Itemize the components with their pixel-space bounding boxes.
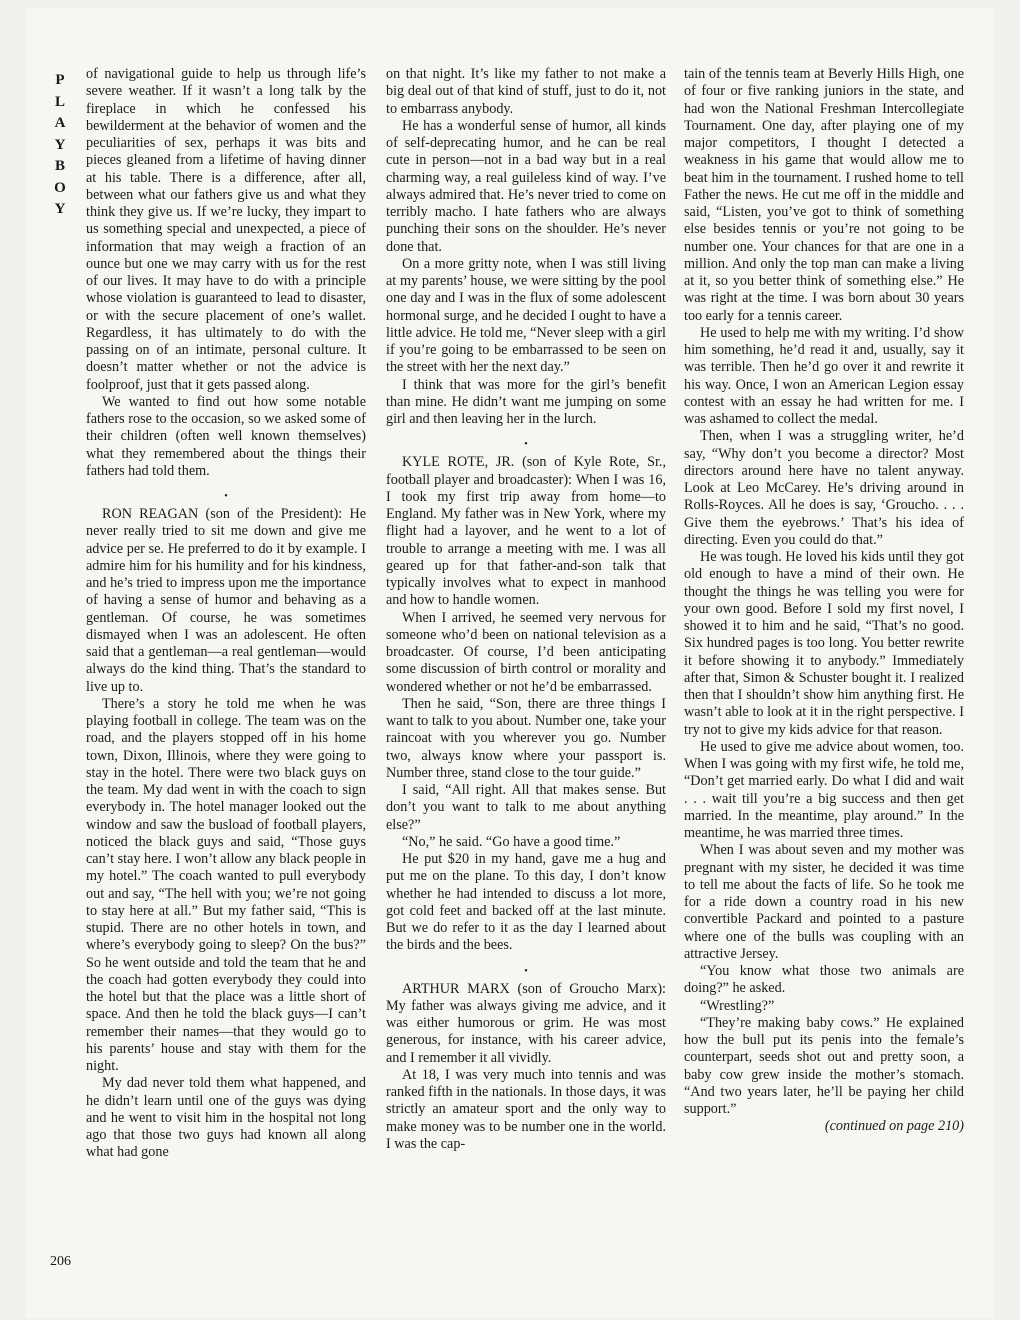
brand-letter: Y [54,136,66,153]
brand-letter: A [54,115,66,131]
text-column-3 [684,66,964,1136]
paragraph: “No,” he said. “Go have a good time.” [402,833,621,850]
brand-letter: B [54,158,65,174]
paragraph: He put $20 in my hand, gave me a hug and put me on the plane. To this day, I don’t know whether he had intended to discuss a lot more, got cold feet and backed off at the last minute. But we do refer to it as the day I learned about the birds and the bees. [386,851,666,954]
paragraph: tain of the tennis team at Beverly Hills High, one of four or five ranking juniors in the state, and had won the National Freshman Intercollegiate Tournament. One day, after playing one of my major competitors, I thought I detected a weakness in his game that would allow me to beat him in the tournament. I rushed home to tell Father the news. He cut me off in the middle and said, “Listen, you’ve got to think of something else besides tennis or you’re not going to be number one. Your chances for that are one in a million. And only the top man can make a living at it, so you better think of something else.” He was right at the time. I was born about 30 years too early for a tennis career. [684,66,964,324]
paragraph: He was tough. He loved his kids until they got old enough to have a mind of their own. He thought the things he was telling you were for your own good. Before I sold my first novel, I showed it to him and he said, “That’s no good. Six hundred pages is too long. You better rewrite it before showing it to anybody.” Immediately after that, Simon & Schuster bought it. I realized then that I shouldn’t show him anything first. He wasn’t able to look at it in the right perspective. I try not to give my kids advice for that reason. [684,549,964,738]
paragraph: of navigational guide to help us through life’s severe weather. If it wasn’t a long talk by the fireplace in which he confessed his bewilderment at the behavior of women and the peculiarities of sex, perhaps it was bits and pieces gleaned from a lifetime of having dinner at his table. There is a difference, after all, between what our fathers give us and what they think they give us. If we’re lucky, they impart to us something special and unexpected, a piece of information that may weigh a fraction of an ounce but one we may carry with us for the rest of our lives. It may have to do with a principle whose violation is guaranteed to lead to disaster, or with the secure placement of one’s wallet. Regardless, it has ultimately to do with the passing on of an intimate, personal culture. It doesn’t matter whether or not the advice is foolproof, just that it gets passed along. [86,66,366,393]
paragraph: My dad never told them what happened, and he didn’t learn until one of the guys was dying and he went to visit him in the hospital not long ago that those two guys had known all along what had gone [86,1075,366,1161]
text-column-1 [86,66,366,1162]
page-number: 206 [50,1254,71,1269]
paragraph: I think that was more for the girl’s benefit than mine. He didn’t want me jumping on some girl and then leaving her in the lurch. [386,376,666,427]
paragraph: We wanted to find out how some notable fathers rose to the occasion, so we asked some of their children (often well known themselves) what they remembered about the things their fathers had told them. [86,393,366,479]
paragraph: On a more gritty note, when I was still living at my parents’ house, we were sitting by the pool one day and I was in the flux of some adolescent hormonal surge, and he decided I ought to have a little advice. He told me, “Never sleep with a girl if you’re going to be embarrassed to be seen on the street with her the next day.” [386,255,666,376]
brand-letter: P [55,72,65,88]
section-divider: • [524,439,528,451]
paragraph: When I was about seven and my mother was pregnant with my sister, he decided it was time to tell me about the facts of life. So he took me for a ride down a country road in his new convertible Packard and pointed to a pasture where one of the bulls was coupling with an attractive Jersey. [684,842,964,962]
continued-note: (continued on page 210) [824,1118,964,1135]
paragraph: He used to give me advice about women, too. When I was going with my first wife, he told me, “Don’t get married early. Do what I did and wait . . . wait till you’re a big success and then get married. In the meantime, play around.” In the meantime, he was married three times. [684,738,964,841]
paragraph: Then he said, “Son, there are three things I want to talk to you about. Number one, take your raincoat with you wherever you go. Number two, always know where your passport is. Number three, stand close to the tour guide.” [386,695,666,781]
paragraph: KYLE ROTE, JR. (son of Kyle Rote, Sr., football player and broadcaster): When I was 16, I took my first trip away from home—to England. My father was in New York, where my flight had a layover, and he went to a lot of trouble to arrange a meeting with me. I was all geared up for that father-and-son talk that typically involves what to expect in manhood and how to handle women. [386,454,666,609]
brand-letter: Y [54,201,66,217]
paragraph: At 18, I was very much into tennis and was ranked fifth in the nationals. In those days, it was strictly an amateur sport and the only way to make money was to be number one in the world. I was the cap- [386,1066,666,1152]
paragraph: Then, when I was a struggling writer, he’d say, “Why don’t you become a director? Most directors around here have no talent anyway. Look at Leo McCarey. He’s driving around in Rolls-Royces. All he does is say, ‘Groucho. . . . Give them the eyebrows.’ That’s his idea of directing. Even you could do that.” [684,428,964,548]
paragraph: “They’re making baby cows.” He explained how the bull put its penis into the female’s counterpart, seeds shot out and pretty soon, a baby cow grew inside the mother’s stomach. “And two years later, he’ll be paying her child support.” [684,1014,964,1117]
section-divider: • [524,965,528,977]
paragraph: He has a wonderful sense of humor, all kinds of self-deprecating humor, and he can be real cute in person—not in a bad way but in a real charming way, a real guileless kind of way. I’ve always admired that. He’s never tried to come on terribly macho. I hate fathers who are always punching their sons on the shoulder. He’s never done that. [386,117,666,255]
paragraph: on that night. It’s like my father to not make a big deal out of that kind of stuff, just to do it, not to embarrass anybody. [386,66,666,117]
magazine-name-vertical [50,70,70,221]
paragraph: I said, “All right. All that makes sense. But don’t you want to talk to me about anything else?” [386,782,666,833]
paragraph: There’s a story he told me when he was playing football in college. The team was on the road, and the players stopped off in his home town, Dixon, Illinois, where they were going to stay in the hotel. There were two black guys on the team. My dad went in with the coach to sign everybody in. The hotel manager looked out the window and saw the busload of football players, noticed the black guys and said, “Those guys can’t stay here. I won’t allow any black people in my hotel.” The coach wanted to pull everybody out and say, “The hell with you; we’re not going to stay here at all.” But my father said, “This is stupid. There are no other hotels in town, and where’s everybody going to sleep? On the bus?” So he went outside and told the team that he and the coach had gotten everybody they could into the hotel but that the place was a little short of space. And then he told the black guys—I can’t remember their names—that they would go to his parents’ house and stay with them for the night. [86,695,366,1074]
paragraph: RON REAGAN (son of the President): He never really tried to sit me down and give me advice per se. He preferred to do it by example. I admire him for his humility and for his kindness, and he’s tried to impress upon me the importance of having a sense of humor and behaving as a gentleman. Of course, he was sometimes dismayed when I was an adolescent. He often said that a gentleman—a real gentleman—would always do the kind thing. That’s the standard to live up to. [86,506,366,695]
brand-letter: O [54,179,66,196]
brand-letter: L [54,93,65,110]
text-column-2 [386,66,666,1153]
paragraph: “Wrestling?” [700,997,775,1014]
paragraph: He used to help me with my writing. I’d show him something, he’d read it and, usually, say it was terrible. Then he’d go over it and rewrite it his way. Once, I won an American Legion essay contest with an essay he had written for me. I was ashamed to collect the medal. [684,324,964,427]
paragraph: ARTHUR MARX (son of Groucho Marx): My father was always giving me advice, and it was either humorous or grim. He was most generous, for instance, with his career advice, and I remember it all vividly. [386,980,666,1066]
paragraph: When I arrived, he seemed very nervous for someone who’d been on national television as a broadcaster. Of course, I’d been anticipating some discussion of birth control or morality and wondered whether or not he’d be embarrassed. [386,609,666,695]
paragraph: “You know what those two animals are doing?” he asked. [684,963,964,997]
section-divider: • [224,491,228,502]
